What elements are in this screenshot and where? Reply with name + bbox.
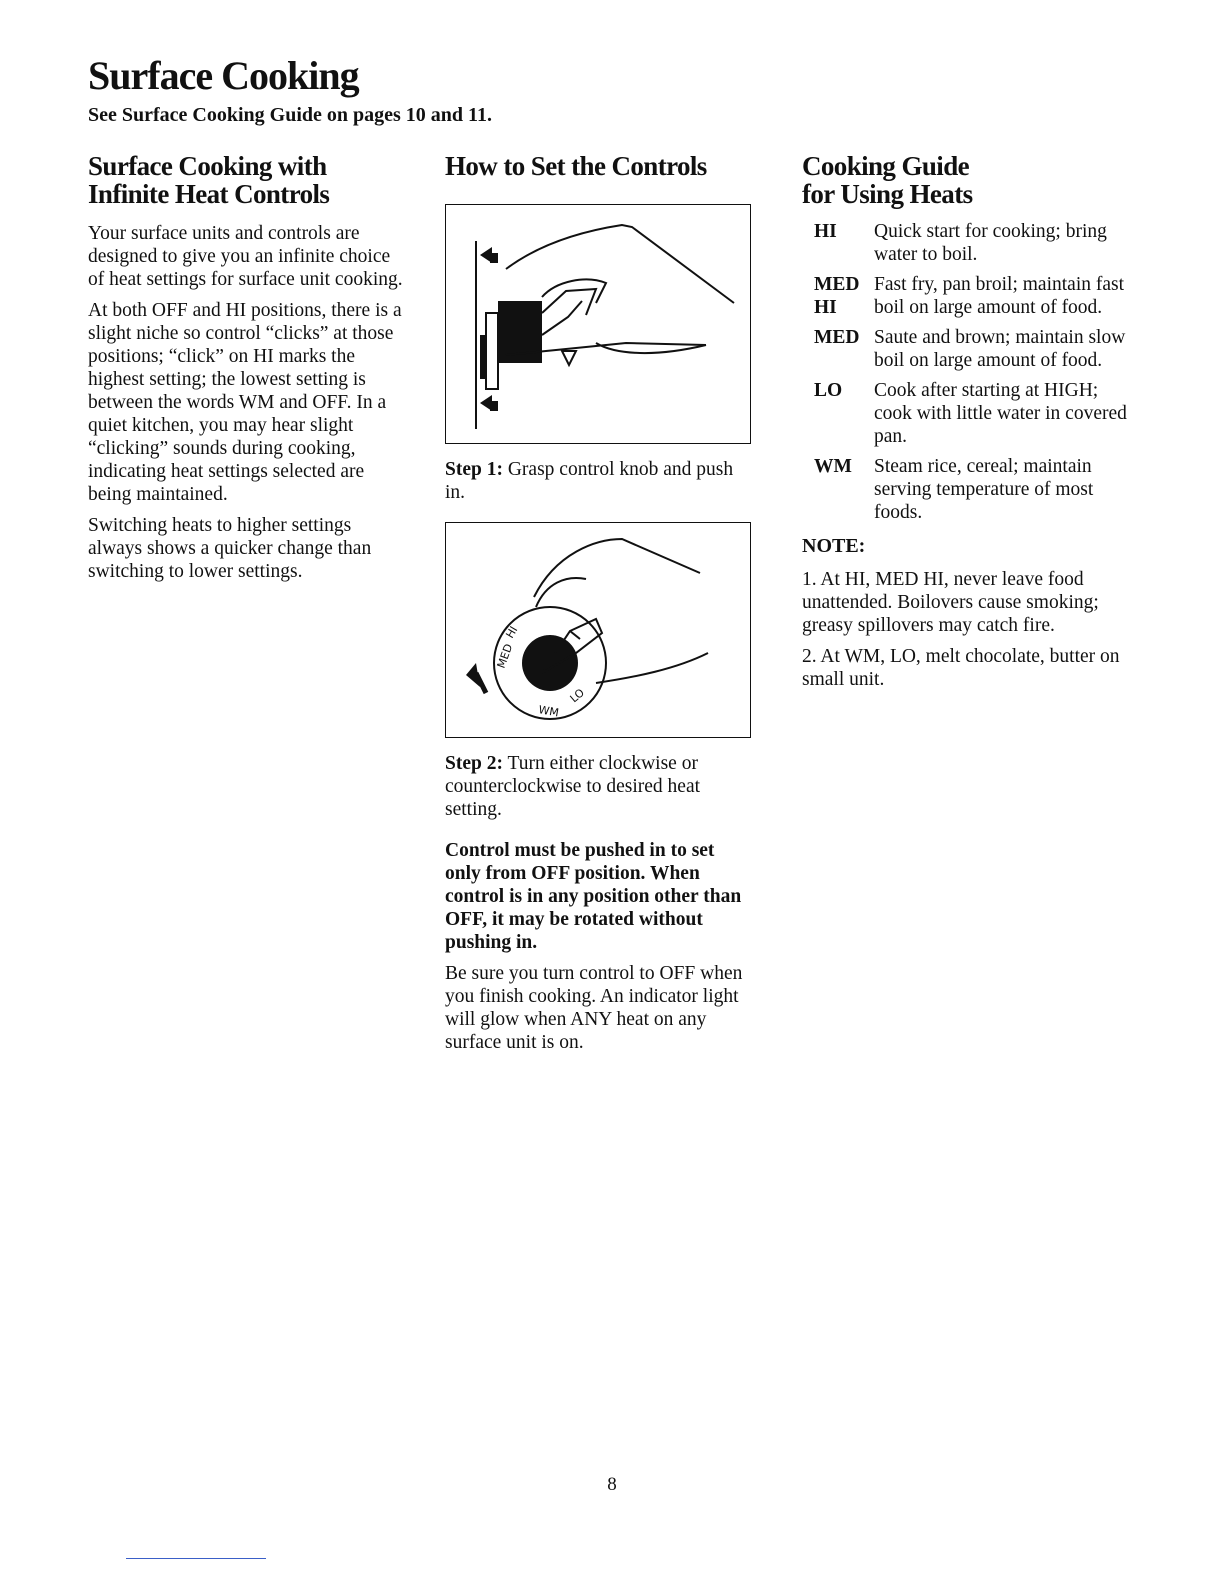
guide-row xyxy=(802,455,1132,524)
section-heading-infinite-heat xyxy=(88,152,408,208)
paragraph: Your surface units and controls are designed to give you an infinite choice of heat settings for surface unit cooking. xyxy=(88,223,403,290)
page-number: 8 xyxy=(607,1474,617,1495)
guide-key: MED xyxy=(814,327,860,348)
page-subtitle: See Surface Cooking Guide on pages 10 and 11. xyxy=(88,104,492,126)
column-infinite-heat xyxy=(88,152,408,591)
guide-key: WM xyxy=(814,456,852,477)
section-heading-cooking-guide xyxy=(802,152,1132,208)
guide-row xyxy=(802,273,1132,319)
paragraph: At both OFF and HI positions, there is a slight niche so control “clicks” at those positions; “click” on HI marks the highest setting; the lowest setting is between the words WM and OFF. In a quiet kitchen, you may hear slight “clicking” sounds during cooking, indicating heat settings selected are being maintained. xyxy=(88,300,402,505)
dial-label: HI xyxy=(503,624,521,641)
guide-text: Cook after starting at HIGH; cook with little water in covered pan. xyxy=(874,380,1127,447)
guide-row xyxy=(802,326,1132,372)
hand-turning-knob-illustration xyxy=(446,523,749,736)
guide-text: Fast fry, pan broil; maintain fast boil on large amount of food. xyxy=(874,274,1125,318)
section-heading-set-controls: How to Set the Controls xyxy=(445,151,707,181)
guide-row xyxy=(802,220,1132,266)
hand-pushing-knob-illustration xyxy=(446,205,749,442)
illustration-push-knob xyxy=(445,204,751,444)
step-label: Step 2: xyxy=(445,753,503,774)
control-push-note: Control must be pushed in to set only from OFF position. When control is in any position other than OFF, it may be rotated without pushing in. xyxy=(445,840,742,953)
heading-line: for Using Heats xyxy=(802,179,973,209)
heading-line: Surface Cooking with xyxy=(88,151,327,181)
scan-artifact-rule xyxy=(126,1558,266,1559)
guide-key: LO xyxy=(814,380,843,401)
step1-caption xyxy=(445,458,755,504)
guide-row xyxy=(802,379,1132,448)
guide-text: Steam rice, cereal; maintain serving temperature of most foods. xyxy=(874,456,1094,523)
dial-label: MED xyxy=(494,642,516,671)
column-set-controls xyxy=(445,152,755,1062)
paragraph: Be sure you turn control to OFF when you finish cooking. An indicator light will glow when ANY heat on any surface unit is on. xyxy=(445,963,743,1053)
guide-key: MED HI xyxy=(814,274,860,318)
note-item: 2. At WM, LO, melt chocolate, butter on small unit. xyxy=(802,646,1120,690)
step-label: Step 1: xyxy=(445,459,503,480)
paragraph: Switching heats to higher settings always shows a quicker change than switching to lower settings. xyxy=(88,515,372,582)
step-text: Turn either clockwise or counterclockwise to desired heat setting. xyxy=(445,753,701,820)
illustration-turn-knob xyxy=(445,522,751,738)
heat-guide-list xyxy=(802,220,1132,524)
dial-label: LO xyxy=(567,686,587,706)
step-text: Grasp control knob and push in. xyxy=(445,459,734,503)
page-title: Surface Cooking xyxy=(88,53,359,98)
note-heading: NOTE: xyxy=(802,535,866,557)
heading-line: Cooking Guide xyxy=(802,151,970,181)
guide-text: Saute and brown; maintain slow boil on large amount of food. xyxy=(874,327,1126,371)
dial-label: WM xyxy=(537,703,560,720)
note-item: 1. At HI, MED HI, never leave food unattended. Boilovers cause smoking; greasy spillovers may catch fire. xyxy=(802,569,1099,636)
guide-text: Quick start for cooking; bring water to boil. xyxy=(874,221,1107,265)
column-cooking-guide xyxy=(802,152,1132,699)
guide-key: HI xyxy=(814,221,837,242)
step2-caption xyxy=(445,752,755,821)
heading-line: Infinite Heat Controls xyxy=(88,179,330,209)
